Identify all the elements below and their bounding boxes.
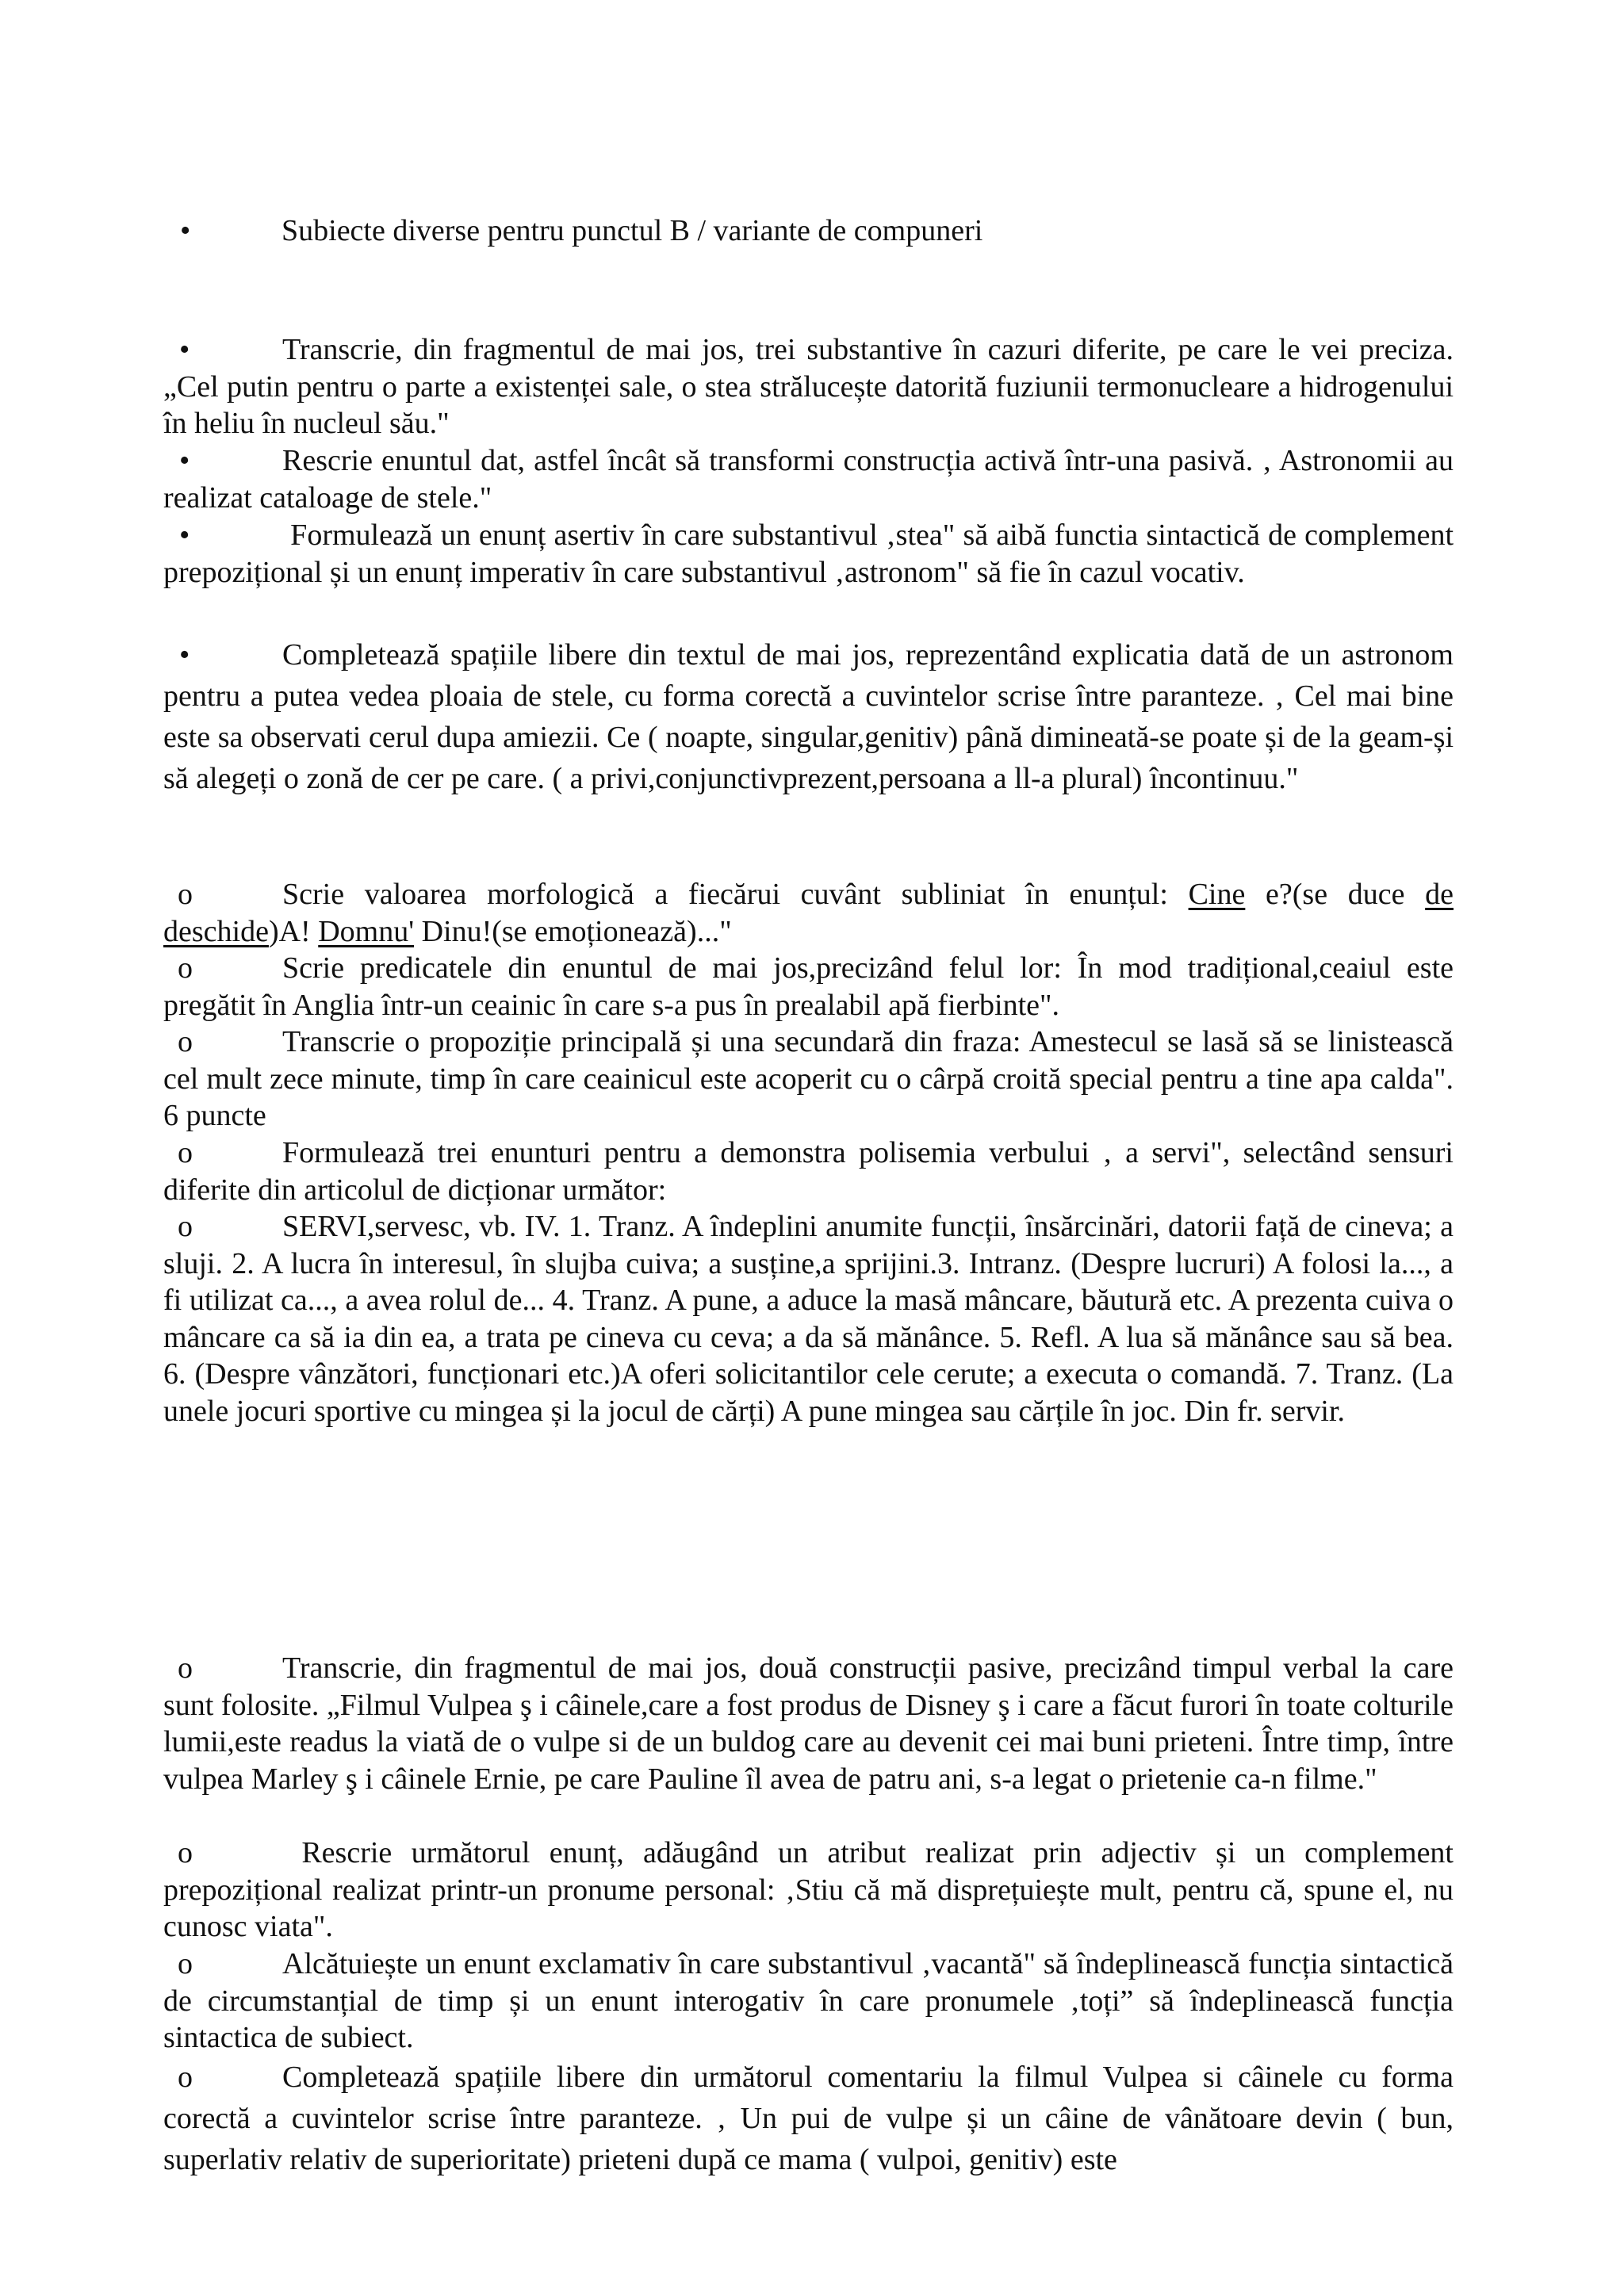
exercise-item xyxy=(163,2057,1454,2180)
exercise-text: Completează spațiile libere din următorul comentariu la filmul Vulpea si câinele cu forma corectă a cuvintelor scrise între paranteze. ‚ Un pui de vulpe și un câine de vânătoare devin ( bun, superlativ relativ de superioritate) prieteni după ce mama ( vulpoi, genitiv) este xyxy=(163,2061,1454,2176)
circle-marker: o xyxy=(178,2061,193,2094)
exercise-item xyxy=(163,876,1454,950)
bullet-marker: • xyxy=(179,519,190,552)
exercise-text: Formulează trei enunturi pentru a demonstra polisemia verbului ‚ a servi", selectând sensuri diferite din articolul de dicționar următor: xyxy=(163,1136,1454,1207)
circle-marker: o xyxy=(178,1025,193,1058)
exercise-text: Transcrie, din fragmentul de mai jos, trei substantive în cazuri diferite, pe care le vei preciza. „Cel putin pentru o parte a existenței sale, o stea strălucește datorită fuziunii termonucleare a hidrogenului în heliu în nucleul său." xyxy=(163,333,1454,440)
bullet-marker: • xyxy=(180,214,191,247)
exercise-item xyxy=(163,950,1454,1024)
exercise-text: e?(se duce xyxy=(1245,878,1426,911)
circle-marker: o xyxy=(178,1651,193,1685)
circle-marker: o xyxy=(178,951,193,985)
bullet-marker: • xyxy=(179,444,190,477)
exercise-item xyxy=(163,1946,1454,2057)
exercise-text: Scrie valoarea morfologică a fiecărui cuvânt subliniat în enunțul: xyxy=(282,878,1189,911)
circle-marker: o xyxy=(178,1136,193,1169)
bullet-marker: • xyxy=(179,333,190,366)
exercise-text: Dinu!(se emoționează)..." xyxy=(414,914,732,948)
circle-marker: o xyxy=(178,1836,193,1869)
exercise-item xyxy=(163,1650,1454,1797)
exercise-text: Rescrie enuntul dat, astfel încât să transformi construcția activă într-una pasivă. ‚ Astronomii au realizat cataloage de stele." xyxy=(163,444,1454,515)
exercise-item xyxy=(163,442,1454,516)
exercise-text: Formulează un enunț asertiv în care substantivul ‚stea" să aibă functia sintactică de complement prepozițional și un enunț imperativ în care substantivul ‚astronom" să fie în cazul vocativ. xyxy=(163,519,1454,589)
exercise-item xyxy=(163,634,1454,799)
page-title-text: Subiecte diverse pentru punctul B / variante de compuneri xyxy=(282,214,983,247)
exercise-text: )A! xyxy=(268,914,319,948)
exercise-item xyxy=(163,1835,1454,1946)
exercise-item xyxy=(163,517,1454,591)
exercise-text: Transcrie o propoziție principală și una secundară din fraza: Amestecul se lasă să se linistească cel mult zece minute, timp în care ceainicul este acoperit cu o cârpă croită special pentru a tine apa calda". 6 puncte xyxy=(163,1025,1454,1132)
circle-marker: o xyxy=(178,1947,193,1980)
underlined-word: Domnu' xyxy=(318,914,415,948)
circle-marker: o xyxy=(178,878,193,911)
exercise-text: Transcrie, din fragmentul de mai jos, două construcții pasive, precizând timpul verbal la care sunt folosite. „Filmul Vulpea ş i câinele,care a fost produs de Disney ş i care a făcut furori în toate colturile lumii,este readus la viată de o vulpe si de un buldog care au devenit cei mai buni prieteni. Între timp, între vulpea Marley ş i câinele Ernie, pe care Pauline îl avea de patru ani, s-a legat o prietenie ca-n filme." xyxy=(163,1651,1454,1796)
exercise-text: Scrie predicatele din enuntul de mai jos,precizând felul lor: În mod tradițional,ceaiul este pregătit în Anglia într-un ceainic în care s-a pus în prealabil apă fierbinte". xyxy=(163,951,1454,1022)
exercise-text: Completează spațiile libere din textul de mai jos, reprezentând explicatia dată de un astronom pentru a putea vedea ploaia de stele, cu forma corectă a cuvintelor scrise între paranteze. ‚ Cel mai bine este sa observati cerul dupa amiezii. Ce ( noapte, singular,genitiv) până dimineată-se poate și de la geam-și să alegeți o zonă de cer pe care. ( a privi,conjunctivprezent,persoana a ll-a plural) încontinuu." xyxy=(163,638,1454,795)
exercise-item xyxy=(163,1024,1454,1135)
exercise-text: Rescrie următorul enunț, adăugând un atribut realizat prin adjectiv și un complement prepozițional realizat printr-un pronume personal: ‚Stiu că mă disprețuiește mult, pentru că, spune el, nu cunosc viata". xyxy=(163,1836,1454,1943)
underlined-word: de deschide xyxy=(163,878,1454,948)
bullet-marker: • xyxy=(179,638,190,672)
circle-marker: o xyxy=(178,1210,193,1243)
underlined-word: Cine xyxy=(1188,878,1246,911)
exercise-text: Alcătuiește un enunt exclamativ în care substantivul ‚vacantă" să îndeplinească funcția sintactică de circumstanțial de timp și un enunt interogativ în care pronumele ‚toți” să îndeplinească funcția sintactica de subiect. xyxy=(163,1947,1454,2054)
exercise-item xyxy=(163,1135,1454,1208)
exercise-item xyxy=(163,1208,1454,1429)
exercise-item xyxy=(163,331,1454,442)
exercise-text: SERVI,servesc, vb. IV. 1. Tranz. A îndeplini anumite funcții, însărcinări, datorii față de cineva; a sluji. 2. A lucra în interesul, în slujba cuiva; a susține,a sprijini.3. Intranz. (Despre lucruri) A folosi la..., a fi utilizat ca..., a avea rolul de... 4. Tranz. A pune, a aduce la masă mâncare, băutură etc. A prezenta cuiva o mâncare ca să ia din ea, a trata pe cineva cu ceva; a da să mănânce. 5. Refl. A lua să mănânce sau să bea. 6. (Despre vânzători, funcționari etc.)A oferi solicitantilor cele cerute; a executa o comandă. 7. Tranz. (La unele jocuri sportive cu mingea și la jocul de cărți) A pune mingea sau cărțile în joc. Din fr. servir. xyxy=(163,1210,1454,1428)
